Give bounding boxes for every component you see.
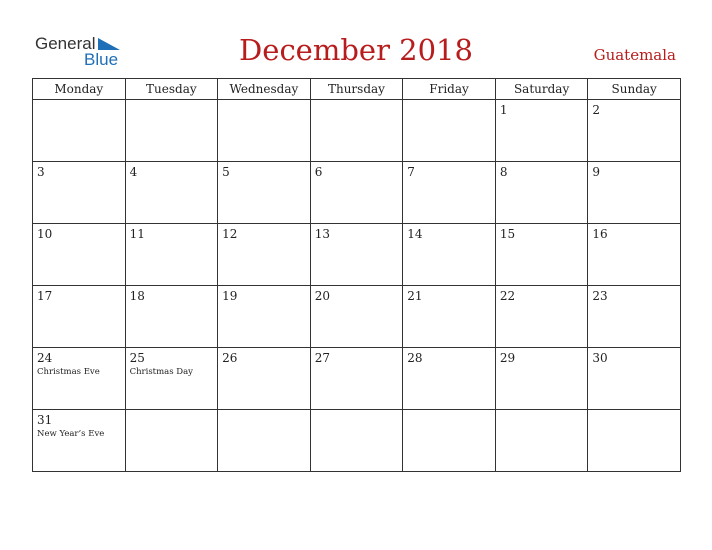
day-cell (588, 224, 681, 286)
logo-text-blue: Blue (84, 50, 119, 69)
generalblue-logo (35, 33, 125, 69)
calendar-grid (32, 78, 681, 472)
day-cell (588, 162, 681, 224)
day-number: 15 (499, 227, 516, 241)
day-cell (218, 410, 311, 472)
day-cell (218, 162, 311, 224)
day-number: 28 (407, 351, 423, 365)
day-cell (125, 410, 218, 472)
day-cell (33, 162, 126, 224)
day-number: 2 (592, 103, 601, 117)
day-cell (495, 224, 588, 286)
day-number: 19 (222, 289, 238, 303)
day-number: 14 (407, 227, 423, 241)
day-number: 18 (129, 289, 145, 303)
day-cell (495, 410, 588, 472)
day-cell (125, 162, 218, 224)
day-cell (33, 224, 126, 286)
day-cell (218, 100, 311, 162)
week-row (33, 224, 681, 286)
week-row (33, 410, 681, 472)
day-cell (588, 100, 681, 162)
weekday-tuesday: Tuesday (125, 79, 218, 100)
weekday-wednesday: Wednesday (218, 79, 311, 100)
day-cell (403, 348, 496, 410)
holiday-label: Christmas Eve (37, 367, 100, 377)
day-cell (218, 286, 311, 348)
day-number: 3 (37, 165, 45, 179)
day-number: 31 (37, 413, 53, 427)
holiday-label: New Year’s Eve (37, 429, 105, 439)
day-number: 11 (129, 227, 145, 241)
day-number: 20 (314, 289, 330, 303)
calendar-title: December 2018 (239, 33, 473, 67)
day-number: 24 (37, 351, 53, 365)
day-number: 6 (314, 165, 323, 179)
day-cell (125, 348, 218, 410)
day-number: 12 (222, 227, 238, 241)
holiday-label: Christmas Day (129, 367, 193, 377)
day-cell (403, 100, 496, 162)
day-cell (310, 224, 403, 286)
day-cell (495, 162, 588, 224)
day-cell (310, 100, 403, 162)
day-cell (495, 286, 588, 348)
day-number: 5 (222, 165, 230, 179)
day-cell (310, 348, 403, 410)
week-row (33, 162, 681, 224)
day-cell (33, 100, 126, 162)
day-number: 16 (592, 227, 608, 241)
day-number: 4 (129, 165, 138, 179)
logo-text-general: General (35, 34, 96, 53)
weekday-friday: Friday (403, 79, 496, 100)
day-cell (403, 286, 496, 348)
day-number: 8 (499, 165, 508, 179)
weekday-monday: Monday (33, 79, 126, 100)
day-cell (588, 348, 681, 410)
day-number: 29 (499, 351, 516, 365)
day-cell (125, 224, 218, 286)
day-cell (125, 286, 218, 348)
day-number: 17 (37, 289, 53, 303)
day-number: 25 (129, 351, 145, 365)
day-number: 13 (314, 227, 330, 241)
country-label: Guatemala (593, 46, 676, 64)
day-number: 10 (37, 227, 53, 241)
day-number: 7 (407, 165, 415, 179)
day-number: 26 (222, 351, 238, 365)
day-cell (495, 348, 588, 410)
day-cell (403, 410, 496, 472)
day-cell (403, 224, 496, 286)
week-row (33, 348, 681, 410)
day-cell (588, 286, 681, 348)
day-cell (403, 162, 496, 224)
weekday-sunday: Sunday (588, 79, 681, 100)
weekday-header-row (33, 79, 681, 100)
calendar-weeks (33, 100, 681, 472)
day-number: 30 (592, 351, 608, 365)
day-number: 9 (592, 165, 601, 179)
weekday-thursday: Thursday (310, 79, 403, 100)
day-cell (218, 348, 311, 410)
day-cell (33, 286, 126, 348)
day-number: 27 (314, 351, 330, 365)
day-cell (588, 410, 681, 472)
day-cell (310, 286, 403, 348)
day-cell (218, 224, 311, 286)
day-cell (33, 410, 126, 472)
day-cell (125, 100, 218, 162)
day-cell (495, 100, 588, 162)
day-number: 23 (592, 289, 608, 303)
day-number: 1 (499, 103, 508, 117)
day-cell (310, 410, 403, 472)
week-row (33, 100, 681, 162)
week-row (33, 286, 681, 348)
day-cell (33, 348, 126, 410)
day-cell (310, 162, 403, 224)
day-number: 22 (499, 289, 516, 303)
weekday-saturday: Saturday (495, 79, 588, 100)
day-number: 21 (407, 289, 423, 303)
